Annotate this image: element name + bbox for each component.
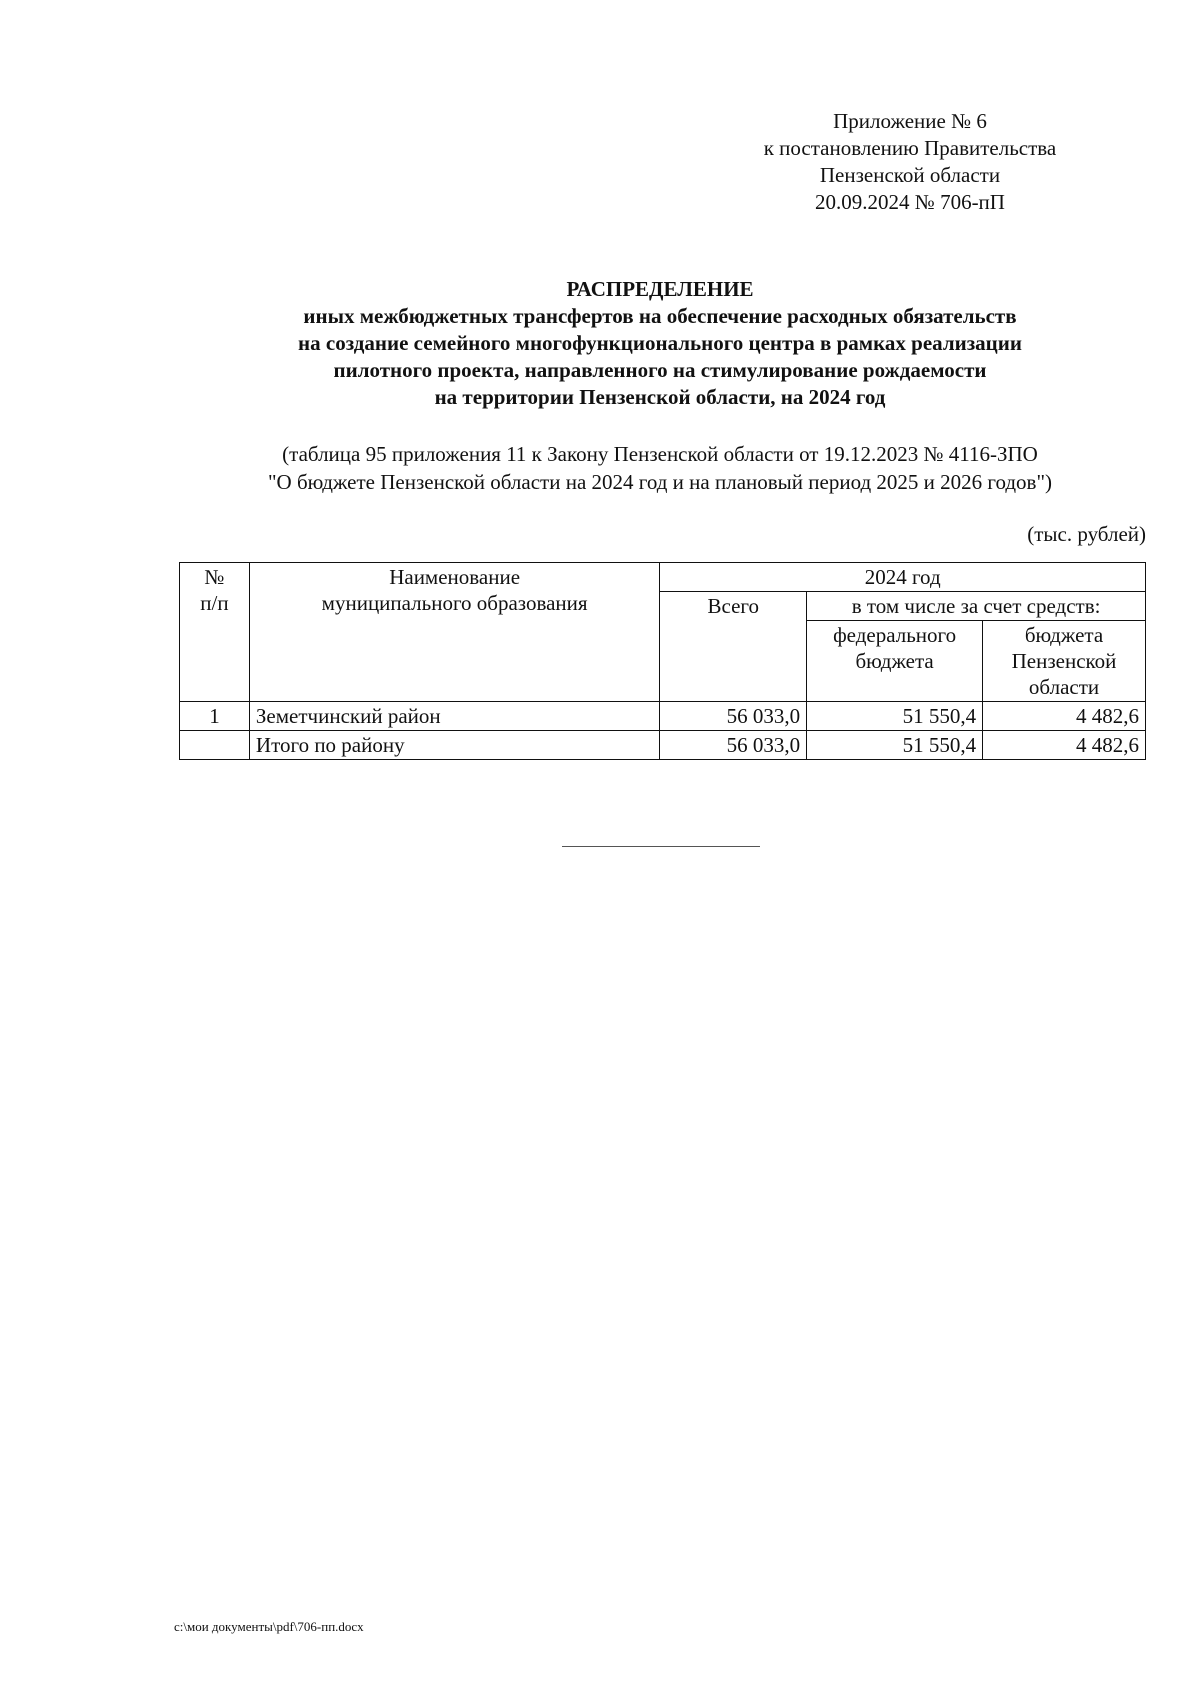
header-municipality-line: Наименование xyxy=(389,565,521,589)
header-municipality-line: муниципального образования xyxy=(321,591,588,615)
row-total: 56 033,0 xyxy=(660,702,807,731)
distribution-table xyxy=(179,562,1146,760)
footer-filepath: c:\мои документы\pdf\706-пп.docx xyxy=(174,1619,364,1634)
row-municipality: Земетчинский район xyxy=(249,702,659,731)
header-number-symbol: № xyxy=(204,565,225,589)
row-federal: 51 550,4 xyxy=(807,702,983,731)
document-title xyxy=(180,276,1140,411)
table-row xyxy=(180,702,1146,731)
title-line: пилотного проекта, направленного на стимулирование рождаемости xyxy=(333,358,987,382)
header-total: Всего xyxy=(660,592,807,702)
law-reference xyxy=(180,440,1140,496)
row-municipality: Итого по району xyxy=(249,731,659,760)
end-separator-line xyxy=(562,846,760,847)
header-regional-line: бюджета xyxy=(1024,623,1104,647)
row-regional: 4 482,6 xyxy=(983,731,1146,760)
units-label: (тыс. рублей) xyxy=(1027,522,1146,546)
header-federal-line: бюджета xyxy=(855,649,934,673)
title-line: на создание семейного многофункционального центра в рамках реализации xyxy=(298,331,1022,355)
law-reference-line: (таблица 95 приложения 11 к Закону Пензенской области от 19.12.2023 № 4116-ЗПО xyxy=(282,442,1038,466)
header-regional-line: Пензенской xyxy=(1011,649,1117,673)
header-federal-line: федерального xyxy=(833,623,957,647)
title-heading: РАСПРЕДЕЛЕНИЕ xyxy=(566,277,754,301)
header-regional-line: области xyxy=(1028,675,1100,699)
header-regional xyxy=(983,621,1146,702)
header-including: в том числе за счет средств: xyxy=(807,592,1146,621)
title-line: на территории Пензенской области, на 2024 год xyxy=(434,385,886,409)
appendix-date-number: 20.09.2024 № 706-пП xyxy=(815,190,1005,214)
appendix-number: Приложение № 6 xyxy=(833,109,987,133)
row-number: 1 xyxy=(180,702,250,731)
row-total: 56 033,0 xyxy=(660,731,807,760)
appendix-header xyxy=(760,108,1060,216)
row-regional: 4 482,6 xyxy=(983,702,1146,731)
header-federal xyxy=(807,621,983,702)
appendix-decree-ref: к постановлению Правительства xyxy=(763,136,1057,160)
header-number xyxy=(180,563,250,702)
appendix-region: Пензенской области xyxy=(819,163,1001,187)
title-line: иных межбюджетных трансфертов на обеспечение расходных обязательств xyxy=(303,304,1017,328)
law-reference-line: "О бюджете Пензенской области на 2024 год и на плановый период 2025 и 2026 годов") xyxy=(267,470,1053,494)
row-number xyxy=(180,731,250,760)
header-year: 2024 год xyxy=(660,563,1146,592)
table-total-row xyxy=(180,731,1146,760)
row-federal: 51 550,4 xyxy=(807,731,983,760)
header-municipality xyxy=(249,563,659,702)
header-number-abbr: п/п xyxy=(200,591,229,615)
table-header-row xyxy=(180,563,1146,592)
